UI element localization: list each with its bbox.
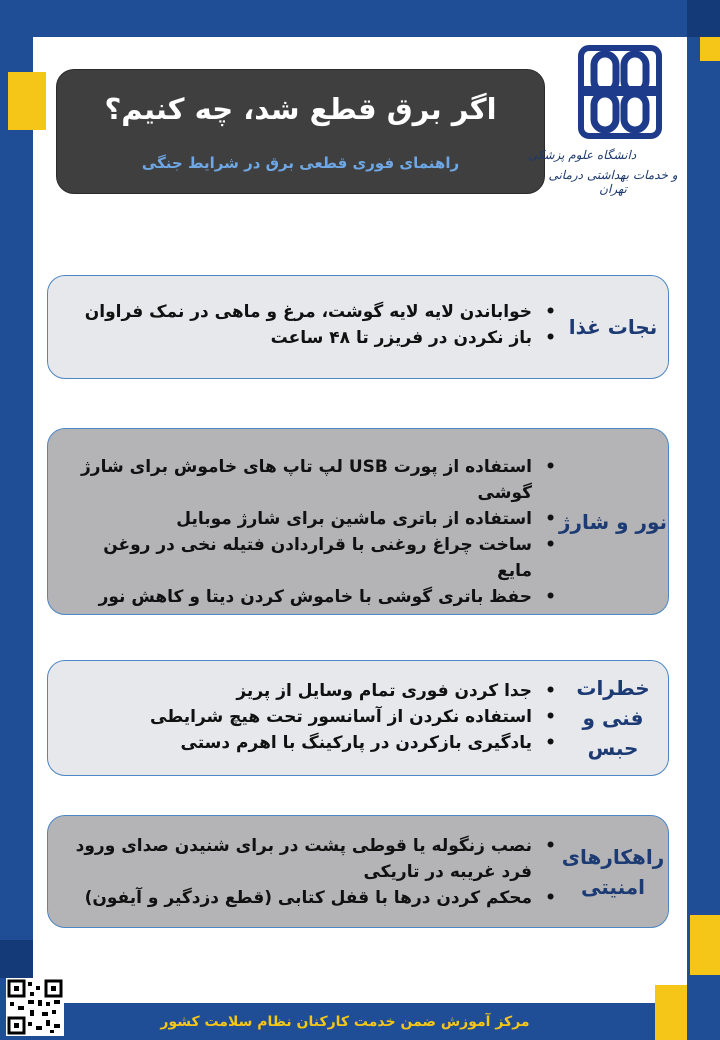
accent-block-top-left [8,72,46,130]
university-logo [527,44,683,204]
title-box [56,69,545,194]
list-item: • استفاده از پورت USB لپ تاپ های خاموش برای شارژ گوشی [66,454,556,506]
list-item: • یادگیری بازکردن در پارکینگ با اهرم دستی [66,730,556,756]
section-list [66,678,556,756]
section-food [47,275,669,379]
list-item: • حفظ باتری گوشی با خاموش کردن دیتا و کاهش نور [66,584,556,610]
accent-block-top-right-dark [687,0,720,37]
list-item: • نصب زنگوله یا قوطی پشت در برای شنیدن صدای ورود فرد غریبه در تاریکی [66,833,556,885]
logo-line-2: و خدمات بهداشتی درمانی تهران [548,168,678,196]
section-list [66,454,556,610]
section-heading: راهکارهای امنیتی [561,844,665,899]
section-light-charge [47,428,669,615]
section-list [66,833,556,911]
list-item: • جدا کردن فوری تمام وسایل از پریز [66,678,556,704]
list-item: • خواباندن لایه لایه گوشت، مرغ و ماهی در نمک فراوان [66,299,556,325]
accent-block-bottom-right [690,915,720,975]
qr-code-icon [6,978,64,1036]
footer-organization: مرکز آموزش ضمن خدمت کارکنان نظام سلامت کشور [160,1014,530,1030]
section-heading: خطرات فنی و حبس [576,676,650,760]
section-security [47,815,669,928]
page-title: اگر برق قطع شد، چه کنیم؟ [104,92,497,126]
list-item: • استفاده نکردن از آسانسور تحت هیچ شرایطی [66,704,556,730]
accent-block-top-right [700,37,720,61]
page-subtitle: راهنمای فوری قطعی برق در شرایط جنگی [141,154,460,172]
section-heading: نجات غذا [568,315,658,339]
section-list [66,299,556,351]
list-item: • استفاده از باتری ماشین برای شارژ موبایل [66,506,556,532]
list-item: • باز نکردن در فریزر تا ۴۸ ساعت [66,325,556,351]
list-item: • ساخت چراغ روغنی با قراردادن فتیله نخی در روغن مایع [66,532,556,584]
section-heading: نور و شارژ [558,509,668,534]
accent-block-bottom-left-dark [0,940,33,978]
list-item: • محکم کردن درها با قفل کتابی (قطع دزدگیر و آیفون) [66,885,556,911]
logo-line-1: دانشگاه علوم پزشکی [527,148,637,162]
section-technical-hazards [47,660,669,776]
accent-block-bottom-right-2 [655,985,687,1040]
